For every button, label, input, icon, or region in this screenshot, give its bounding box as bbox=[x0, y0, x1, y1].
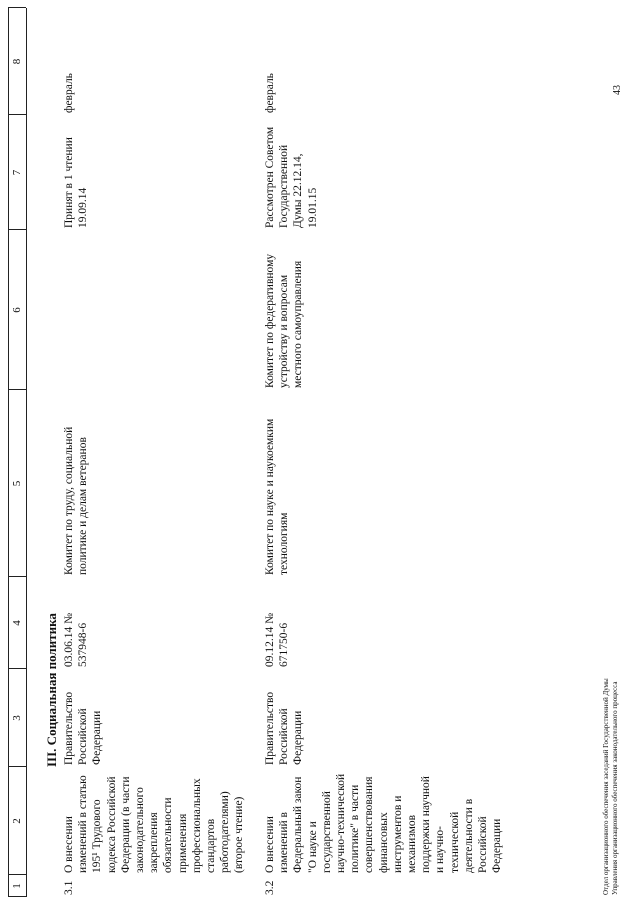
column-number: 7 bbox=[11, 169, 23, 176]
planned-month: февраль bbox=[264, 73, 276, 113]
bill-date-number: 09.12.14 № 671750-6 bbox=[264, 612, 291, 667]
section-title: III. Социальная политика bbox=[44, 613, 59, 767]
table-header-bottom-border bbox=[26, 8, 27, 897]
column-number: 8 bbox=[11, 58, 23, 65]
footer-line: Управления организационного обеспечения законодательного процесса bbox=[611, 681, 619, 895]
bill-status: Рассмотрен Советом Государственной Думы 22.12.14, 19.01.15 bbox=[264, 126, 319, 228]
column-number: 3 bbox=[11, 715, 23, 721]
bill-initiator: Правительство Российской Федерации bbox=[264, 691, 305, 765]
column-number: 5 bbox=[11, 480, 23, 487]
row-number: 3.1 bbox=[63, 880, 75, 895]
column-number: 4 bbox=[11, 620, 23, 626]
bill-title: О внесении изменений в Федеральный закон "О науке и государственной научно-технической политике" в части совершенствования финансовых инструментов и механизмов поддержки научной и научно-технической деятельности в Российской Федерации bbox=[264, 773, 504, 873]
responsible-committee: Комитет по науке и наукоемким технологиям bbox=[264, 418, 291, 575]
responsible-committee: Комитет по труду, социальной политике и делам ветеранов bbox=[63, 426, 90, 575]
column-number: 1 bbox=[11, 883, 23, 889]
column-number: 6 bbox=[11, 307, 23, 313]
bill-date-number: 03.06.14 № 537948-6 bbox=[63, 612, 90, 667]
bill-initiator: Правительство Российской Федерации bbox=[63, 691, 104, 765]
footer-line: Отдел организационного обеспечения заседаний Государственной Думы bbox=[602, 678, 610, 895]
column-number: 2 bbox=[11, 818, 23, 824]
page-number: 43 bbox=[612, 85, 623, 95]
row-number: 3.2 bbox=[264, 880, 276, 895]
bill-title: О внесении изменений в статью 195¹ Трудового кодекса Российской Федерации (в части законодательного закрепления обязательности применения профессиональных стандартов работодателями) (второе чтение) bbox=[63, 775, 246, 873]
planned-month: февраль bbox=[63, 73, 75, 113]
bill-status: Принят в 1 чтении 19.09.14 bbox=[63, 137, 90, 228]
co-executor-committee: Комитет по федеративному устройству и вопросам местного самоуправления bbox=[264, 253, 305, 388]
